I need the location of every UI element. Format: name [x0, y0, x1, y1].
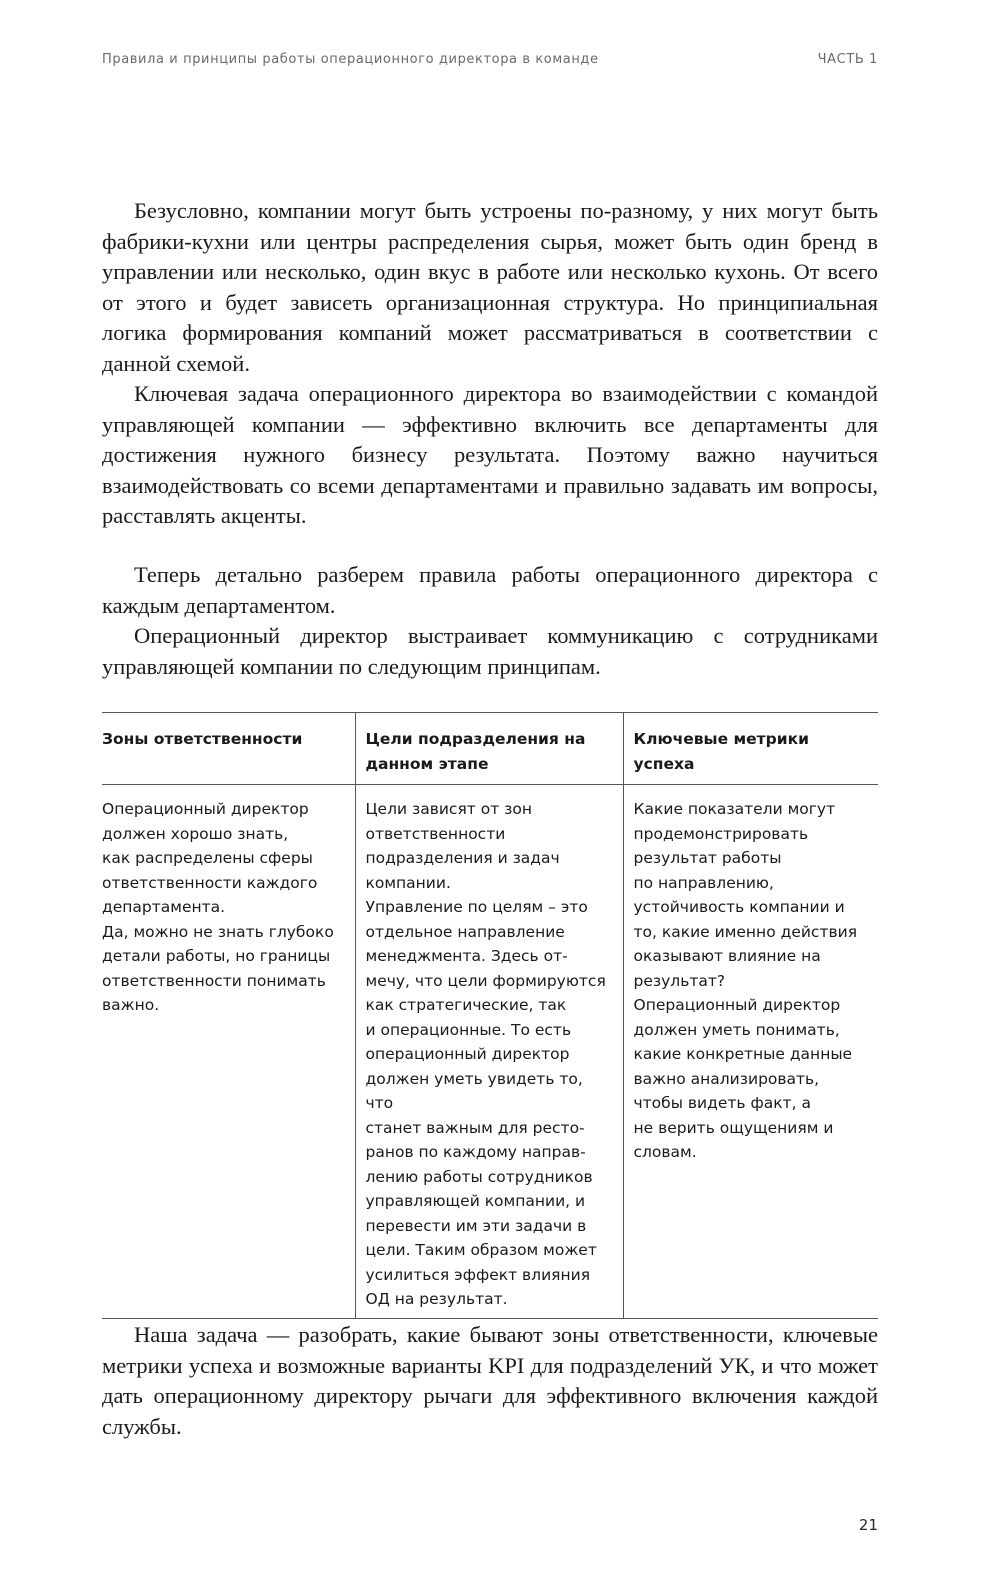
column-header-responsibility-zones: Зоны ответственности: [102, 713, 355, 785]
paragraph: Безусловно, компании могут быть устроены по-разному, у них могут быть фабрики-кухни или центры распределения сырья, может быть один бренд в управлении или несколько, один вкус в работе или несколько кухонь. От всего от этого и будет зависеть организационная структура. Но принципиальная логика формирования компаний может рассматриваться в соответствии с данной схемой.: [102, 198, 878, 376]
paragraph: Ключевая задача операционного директора во взаимодействии с командой управляющей компании — эффективно включить все департаменты для достижения нужного бизнесу результата. Поэтому важно научиться взаимодействовать со всеми департаментами и правильно задавать им вопросы, расставлять акценты.: [102, 381, 878, 528]
running-header-part: ЧАСТЬ 1: [817, 52, 878, 67]
column-header-key-metrics: Ключевые метрики успеха: [623, 713, 878, 785]
paragraph: Наша задача — разобрать, какие бывают зоны ответственности, ключевые метрики успеха и возможные варианты KPI для подразделений УК, и что может дать операционному директору рычаги для эффективного включения каждой службы.: [102, 1322, 878, 1439]
intro-text-block: [102, 196, 878, 532]
table-cell-key-metrics: Какие показатели могут продемонстрировать результат работы по направлению, устойчивость компании и то, какие именно действия оказывают влияние на результат? Операционный директор должен уметь понимать, какие конкретные данные важно анализировать, чтобы видеть факт, а не верить ощущениям и словам.: [623, 785, 878, 1319]
running-header: [102, 52, 878, 67]
table-cell-responsibility-zones: Операционный директор должен хорошо знать, как распределены сферы ответственности каждого департамента. Да, можно не знать глубоко детали работы, но границы ответственности понимать важно.: [102, 785, 355, 1319]
page-number: 21: [858, 1516, 878, 1534]
column-header-unit-goals: Цели подразделения на данном этапе: [355, 713, 623, 785]
table-row: [102, 785, 878, 1319]
running-header-title: Правила и принципы работы операционного директора в команде: [102, 52, 599, 67]
lead-in-text-block: [102, 560, 878, 682]
table-cell-unit-goals: Цели зависят от зон ответственности подразделения и задач компании. Управление по целям – это отдельное направление менеджмента. Здесь от- мечу, что цели формируются как стратегические, так и операционные. То есть операционный директор должен уметь увидеть то, что станет важным для ресто- ранов по каждому направ- лению работы сотрудников управляющей компании, и перевести им эти задачи в цели. Таким образом может усилиться эффект влияния ОД на результат.: [355, 785, 623, 1319]
responsibility-table: [102, 712, 878, 1319]
paragraph: Операционный директор выстраивает коммуникацию с сотрудниками управляющей компании по следующим принципам.: [102, 623, 878, 679]
table-header-row: [102, 713, 878, 785]
paragraph: Теперь детально разберем правила работы операционного директора с каждым департаментом.: [102, 562, 878, 618]
conclusion-text-block: [102, 1320, 878, 1442]
